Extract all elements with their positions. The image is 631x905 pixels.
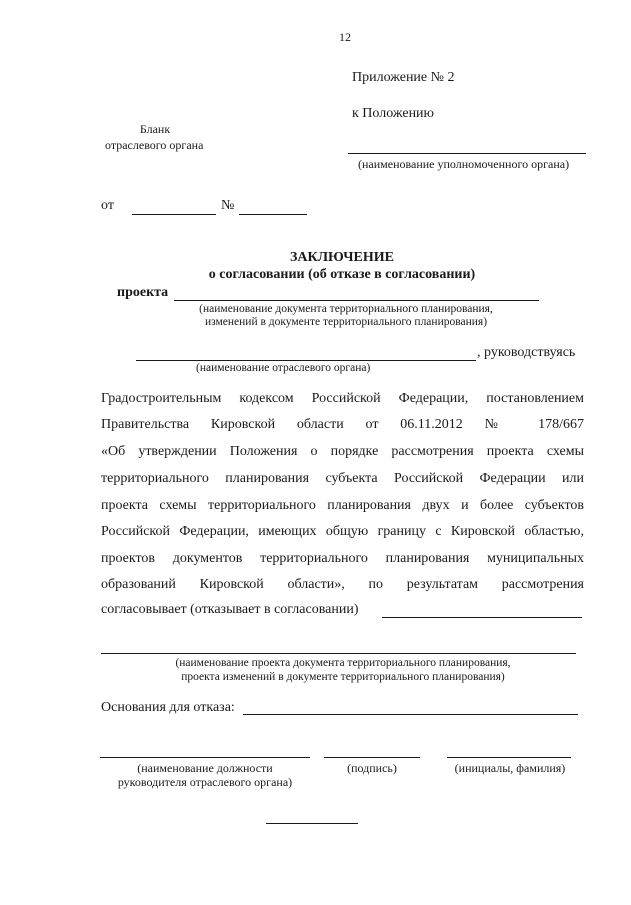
date-line — [132, 214, 216, 215]
project-caption-line1: (наименование документа территориального планирования, — [199, 303, 493, 315]
project-document-caption-line1: (наименование проекта документа территориального планирования, — [175, 657, 511, 669]
refusal-label: Основания для отказа: — [101, 700, 235, 715]
guided-by-text: , руководствуясь — [477, 345, 576, 360]
position-caption-line1: (наименование должности — [137, 761, 273, 775]
project-label: проекта — [117, 285, 169, 300]
project-caption-line2: изменений в документе территориального планирования) — [204, 316, 488, 328]
body-line-6: Российской Федерации, имеющих общую границу с Кировской областью, — [101, 524, 584, 539]
appendix-title: Приложение № 2 — [352, 70, 455, 85]
body-line-5: проекта схемы территориального планирования двух и более субъектов — [101, 498, 584, 513]
sector-body-caption: (наименование отраслевого органа) — [196, 362, 371, 374]
number-label: № — [221, 198, 235, 213]
body-line-8: образований Кировской области», по результатам рассмотрения — [101, 577, 584, 592]
authorized-body-line — [348, 153, 586, 154]
project-document-line — [101, 653, 576, 654]
document-subtitle: о согласовании (об отказе в согласовании) — [208, 267, 476, 282]
body-line-7: проектов документов территориального планирования муниципальных — [101, 551, 584, 566]
authorized-body-caption: (наименование уполномоченного органа) — [358, 157, 570, 171]
body-line-4: территориального планирования субъекта Российской Федерации или — [101, 471, 584, 486]
body-line-2: Правительства Кировской области от 06.11.2012 № 178/667 — [101, 417, 584, 432]
signature-caption: (подпись) — [347, 761, 397, 775]
position-caption-line2: руководителя отраслевого органа) — [117, 775, 293, 789]
name-line — [447, 757, 571, 758]
project-name-line — [174, 300, 539, 301]
letterhead-line2: отраслевого органа — [105, 138, 204, 152]
project-document-caption-line2: проекта изменений в документе территориального планирования) — [181, 671, 505, 683]
closing-separator-line — [266, 823, 358, 824]
refusal-line — [243, 714, 578, 715]
appendix-to: к Положению — [352, 106, 435, 121]
approves-text: согласовывает (отказывает в согласовании) — [101, 602, 359, 617]
letterhead-line1: Бланк — [139, 122, 171, 136]
position-line — [100, 757, 310, 758]
page-number: 12 — [339, 30, 351, 44]
signature-line — [324, 757, 420, 758]
name-caption: (инициалы, фамилия) — [454, 761, 566, 775]
body-line-1: Градостроительным кодексом Российской Федерации, постановлением — [101, 391, 584, 406]
number-line — [239, 214, 307, 215]
approves-fill-line — [382, 617, 582, 618]
document-title: ЗАКЛЮЧЕНИЕ — [289, 250, 395, 265]
body-line-3: «Об утверждении Положения о порядке рассмотрения проекта схемы — [101, 444, 584, 459]
date-from-label: от — [101, 198, 114, 213]
sector-body-line — [136, 360, 476, 361]
